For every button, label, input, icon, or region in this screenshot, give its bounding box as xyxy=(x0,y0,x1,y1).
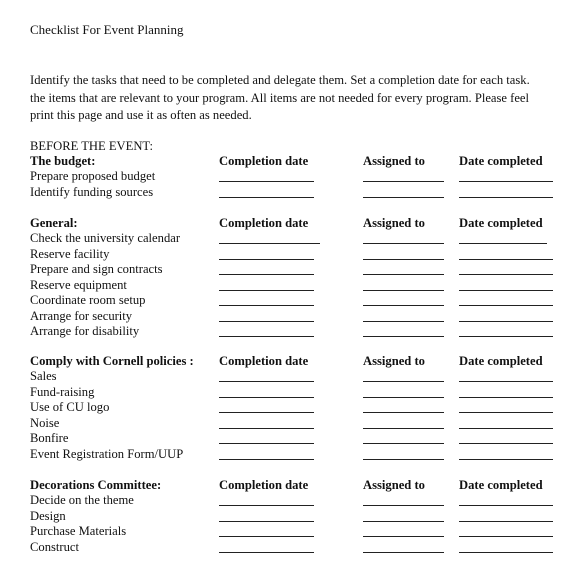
task-row xyxy=(0,185,580,200)
assigned-to-blank[interactable] xyxy=(363,428,444,429)
assigned-to-blank[interactable] xyxy=(363,290,444,291)
assigned-to-blank[interactable] xyxy=(363,381,444,382)
column-header-date-completed: Date completed xyxy=(459,354,543,368)
completion-date-blank[interactable] xyxy=(219,381,314,382)
section-title: The budget: xyxy=(30,154,96,168)
date-completed-blank[interactable] xyxy=(459,305,553,306)
completion-date-blank[interactable] xyxy=(219,536,314,537)
column-header-date-completed: Date completed xyxy=(459,154,543,168)
task-label: Reserve facility xyxy=(30,247,110,261)
date-completed-blank[interactable] xyxy=(459,259,553,260)
task-row xyxy=(0,369,580,384)
completion-date-blank[interactable] xyxy=(219,290,314,291)
task-label: Bonfire xyxy=(30,431,69,445)
task-row xyxy=(0,324,580,339)
assigned-to-blank[interactable] xyxy=(363,259,444,260)
section-title: Comply with Cornell policies : xyxy=(30,354,194,368)
date-completed-blank[interactable] xyxy=(459,505,553,506)
task-row xyxy=(0,416,580,431)
column-header-completion-date: Completion date xyxy=(219,154,309,168)
task-label: Arrange for security xyxy=(30,309,133,323)
column-header-date-completed: Date completed xyxy=(459,216,543,230)
task-label: Arrange for disability xyxy=(30,324,140,338)
date-completed-blank[interactable] xyxy=(459,443,553,444)
assigned-to-blank[interactable] xyxy=(363,552,444,553)
task-row xyxy=(0,309,580,324)
task-label: Coordinate room setup xyxy=(30,293,146,307)
assigned-to-blank[interactable] xyxy=(363,443,444,444)
task-label: Identify funding sources xyxy=(30,185,154,199)
assigned-to-blank[interactable] xyxy=(363,243,444,244)
column-header-assigned-to: Assigned to xyxy=(363,216,425,230)
assigned-to-blank[interactable] xyxy=(363,397,444,398)
completion-date-blank[interactable] xyxy=(219,305,314,306)
completion-date-blank[interactable] xyxy=(219,521,314,522)
section-title: Decorations Committee: xyxy=(30,478,162,492)
completion-date-blank[interactable] xyxy=(219,459,314,460)
date-completed-blank[interactable] xyxy=(459,290,553,291)
date-completed-blank[interactable] xyxy=(459,197,553,198)
intro-line: print this page and use it as often as needed. xyxy=(30,108,252,122)
task-row xyxy=(0,262,580,277)
task-row xyxy=(0,447,580,462)
completion-date-blank[interactable] xyxy=(219,274,314,275)
date-completed-blank[interactable] xyxy=(459,521,553,522)
column-header-completion-date: Completion date xyxy=(219,478,309,492)
assigned-to-blank[interactable] xyxy=(363,412,444,413)
document-title: Checklist For Event Planning xyxy=(30,22,184,37)
assigned-to-blank[interactable] xyxy=(363,459,444,460)
date-completed-blank[interactable] xyxy=(459,552,553,553)
task-label: Event Registration Form/UUP xyxy=(30,447,184,461)
task-label: Construct xyxy=(30,540,79,554)
task-row xyxy=(0,540,580,555)
intro-paragraph xyxy=(30,72,575,125)
column-header-assigned-to: Assigned to xyxy=(363,154,425,168)
completion-date-blank[interactable] xyxy=(219,259,314,260)
completion-date-blank[interactable] xyxy=(219,412,314,413)
section-title: General: xyxy=(30,216,78,230)
date-completed-blank[interactable] xyxy=(459,459,553,460)
task-row xyxy=(0,278,580,293)
completion-date-blank[interactable] xyxy=(219,336,314,337)
task-row xyxy=(0,509,580,524)
assigned-to-blank[interactable] xyxy=(363,197,444,198)
task-row xyxy=(0,293,580,308)
date-completed-blank[interactable] xyxy=(459,397,553,398)
task-label: Use of CU logo xyxy=(30,400,110,414)
task-row xyxy=(0,385,580,400)
column-header-assigned-to: Assigned to xyxy=(363,354,425,368)
assigned-to-blank[interactable] xyxy=(363,274,444,275)
task-row xyxy=(0,247,580,262)
completion-date-blank[interactable] xyxy=(219,181,314,182)
task-row xyxy=(0,431,580,446)
date-completed-blank[interactable] xyxy=(459,381,553,382)
task-label: Decide on the theme xyxy=(30,493,134,507)
column-header-completion-date: Completion date xyxy=(219,354,309,368)
task-row xyxy=(0,169,580,184)
task-row xyxy=(0,400,580,415)
date-completed-blank[interactable] xyxy=(459,321,553,322)
completion-date-blank[interactable] xyxy=(219,428,314,429)
intro-line: the items that are relevant to your program. All items are not needed for every program. Please feel xyxy=(30,90,530,105)
column-header-assigned-to: Assigned to xyxy=(363,478,425,492)
completion-date-blank[interactable] xyxy=(219,443,314,444)
task-label: Check the university calendar xyxy=(30,231,181,245)
date-completed-blank[interactable] xyxy=(459,181,553,182)
assigned-to-blank[interactable] xyxy=(363,536,444,537)
assigned-to-blank[interactable] xyxy=(363,305,444,306)
completion-date-blank[interactable] xyxy=(219,197,314,198)
task-label: Design xyxy=(30,509,66,523)
completion-date-blank[interactable] xyxy=(219,321,314,322)
task-row xyxy=(0,231,580,246)
task-label: Reserve equipment xyxy=(30,278,127,292)
task-row xyxy=(0,493,580,508)
assigned-to-blank[interactable] xyxy=(363,505,444,506)
column-header-date-completed: Date completed xyxy=(459,478,543,492)
date-completed-blank[interactable] xyxy=(459,536,553,537)
phase-label: BEFORE THE EVENT: xyxy=(30,139,153,153)
assigned-to-blank[interactable] xyxy=(363,521,444,522)
task-label: Purchase Materials xyxy=(30,524,127,538)
assigned-to-blank[interactable] xyxy=(363,181,444,182)
task-row xyxy=(0,524,580,539)
completion-date-blank[interactable] xyxy=(219,243,320,244)
date-completed-blank[interactable] xyxy=(459,336,553,337)
date-completed-blank[interactable] xyxy=(459,412,553,413)
task-label: Noise xyxy=(30,416,60,430)
task-label: Prepare and sign contracts xyxy=(30,262,163,276)
completion-date-blank[interactable] xyxy=(219,397,314,398)
task-label: Prepare proposed budget xyxy=(30,169,156,183)
date-completed-blank[interactable] xyxy=(459,243,547,244)
assigned-to-blank[interactable] xyxy=(363,336,444,337)
date-completed-blank[interactable] xyxy=(459,274,553,275)
column-header-completion-date: Completion date xyxy=(219,216,309,230)
date-completed-blank[interactable] xyxy=(459,428,553,429)
completion-date-blank[interactable] xyxy=(219,552,314,553)
task-label: Fund-raising xyxy=(30,385,95,399)
task-label: Sales xyxy=(30,369,57,383)
intro-line: Identify the tasks that need to be completed and delegate them. Set a completion date for each task. xyxy=(30,73,530,87)
assigned-to-blank[interactable] xyxy=(363,321,444,322)
completion-date-blank[interactable] xyxy=(219,505,314,506)
